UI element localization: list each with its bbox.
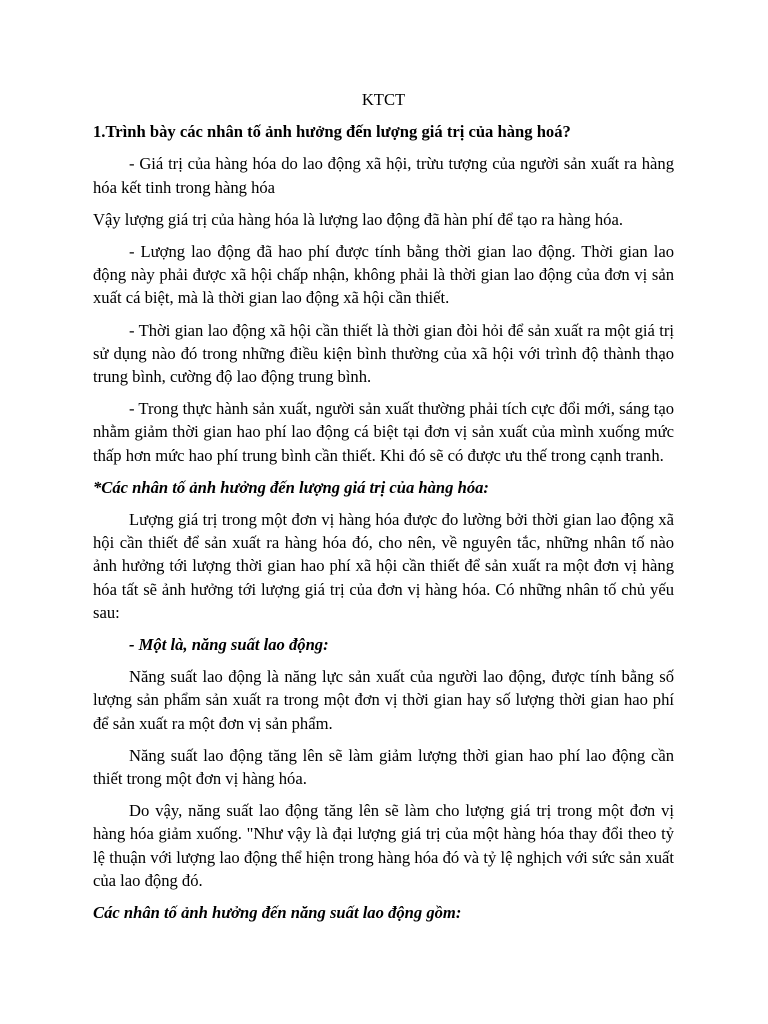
paragraph-3: - Lượng lao động đã hao phí được tính bằng thời gian lao động. Thời gian lao động này phải được xã hội chấp nhận, không phải là thời gian lao động của đơn vị sản xuất cá biệt, mà là thời gian lao động xã hội cần thiết. xyxy=(93,242,674,308)
document-title: KTCT xyxy=(361,90,406,109)
question-heading: 1.Trình bày các nhân tố ảnh hưởng đến lượng giá trị của hàng hoá? xyxy=(93,122,571,142)
paragraph-1: - Giá trị của hàng hóa do lao động xã hội, trừu tượng của người sản xuất ra hàng hóa kết tinh trong hàng hóa xyxy=(93,154,674,197)
paragraph-6: Lượng giá trị trong một đơn vị hàng hóa được đo lường bởi thời gian lao động xã hội cần thiết để sản xuất ra hàng hóa đó, cho nên, về nguyên tắc, những nhân tố nào ảnh hưởng tới lượng thời gian hao phí xã hội cần thiết để sản xuất ra một đơn vị hàng hóa tất sẽ ảnh hưởng tới lượng giá trị của đơn vị hàng hóa. Có những nhân tố chủ yếu sau: xyxy=(93,510,674,622)
paragraph-8: Năng suất lao động tăng lên sẽ làm giảm lượng thời gian hao phí lao động cần thiết trong một đơn vị hàng hóa. xyxy=(93,745,674,789)
productivity-heading: - Một là, năng suất lao động: xyxy=(129,635,329,655)
paragraph-7: Năng suất lao động là năng lực sản xuất của người lao động, được tính bằng số lượng sản phẩm sản xuất ra trong một đơn vị thời gian hay số lượng thời gian hao phí để sản xuất ra một đơn vị sản phẩm. xyxy=(93,667,674,733)
paragraph-2: Vậy lượng giá trị của hàng hóa là lượng lao động đã hàn phí để tạo ra hàng hóa. xyxy=(93,209,623,229)
paragraph-4: - Thời gian lao động xã hội cần thiết là thời gian đòi hỏi để sản xuất ra một giá trị sử dụng nào đó trong những điều kiện bình thường của xã hội với trình độ thành thạo trung bình, cường độ lao động trung bình. xyxy=(93,320,674,387)
factors-heading: *Các nhân tố ảnh hưởng đến lượng giá trị của hàng hóa: xyxy=(93,477,489,497)
productivity-factors-heading: Các nhân tố ảnh hưởng đến năng suất lao động gồm: xyxy=(93,903,462,923)
paragraph-5: - Trong thực hành sản xuất, người sản xuất thường phải tích cực đổi mới, sáng tạo nhằm giảm thời gian hao phí lao động cá biệt tại đơn vị sản xuất của mình xuống mức thấp hơn mức hao phí trung bình cần thiết. Khi đó sẽ có được ưu thế trong cạnh tranh. xyxy=(93,399,674,465)
paragraph-9: Do vậy, năng suất lao động tăng lên sẽ làm cho lượng giá trị trong một đơn vị hàng hóa giảm xuống. "Như vậy là đại lượng giá trị của một hàng hóa thay đổi theo tỷ lệ thuận với lượng lao động thể hiện trong hàng hóa đó và tỷ lệ nghịch với sức sản xuất của lao động đó. xyxy=(93,801,674,890)
